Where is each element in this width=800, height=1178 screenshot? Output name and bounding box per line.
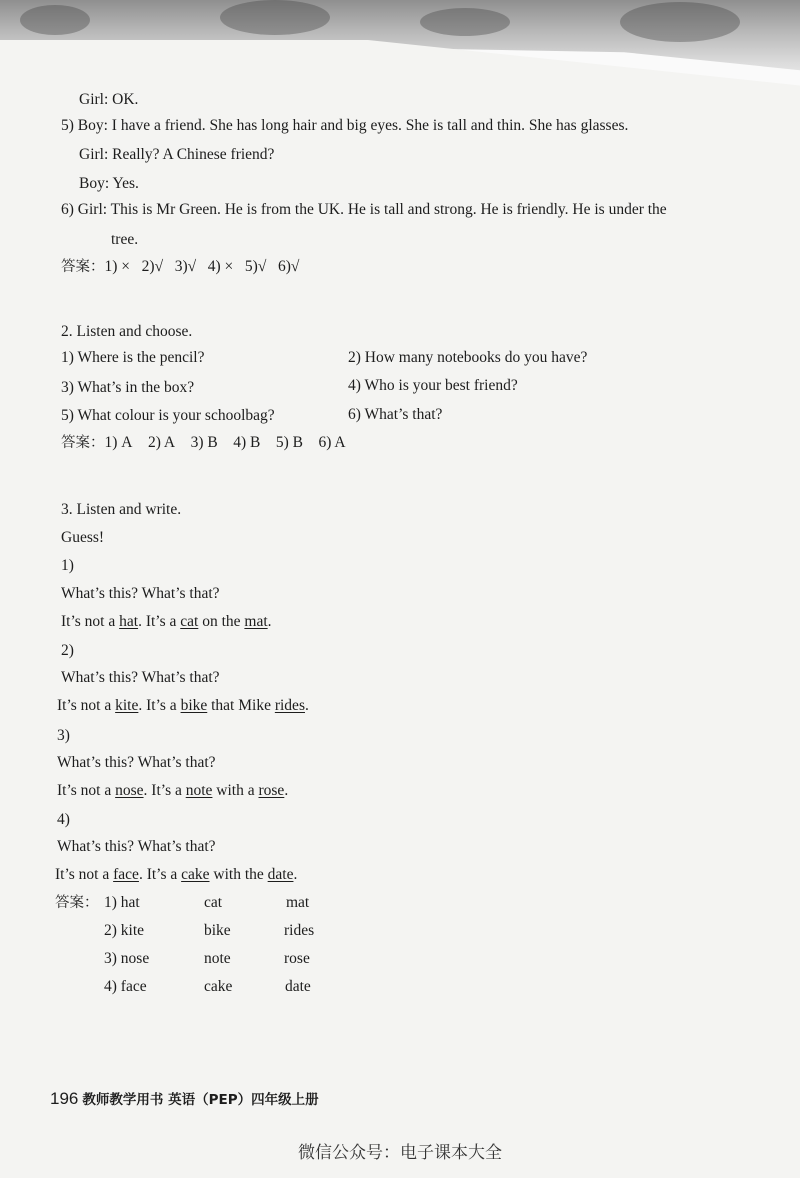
answer-label: 答案：	[61, 259, 105, 275]
riddle-question: What’s this? What’s that?	[61, 585, 220, 602]
item-number: 3)	[57, 727, 70, 744]
header-shadow	[220, 0, 330, 35]
answer-word: 3) nose	[104, 950, 150, 967]
text: with a	[212, 782, 259, 799]
item-number: 1)	[61, 557, 74, 574]
filled-blank: nose	[115, 782, 144, 799]
item-number: 2)	[61, 642, 74, 659]
filled-blank: note	[185, 782, 213, 799]
riddle-question: What’s this? What’s that?	[57, 838, 216, 855]
text: It’s not a	[57, 697, 116, 714]
filled-blank: cat	[180, 613, 199, 630]
answer-word: rose	[284, 950, 310, 967]
filled-blank: face	[113, 866, 139, 883]
question: 3) What’s in the box?	[61, 379, 195, 396]
filled-blank: date	[267, 866, 294, 883]
text: .	[267, 613, 272, 630]
text: It’s not a	[57, 782, 116, 799]
riddle-sentence	[61, 612, 272, 632]
answer-item: 2) A	[147, 434, 176, 451]
filled-blank: cake	[181, 866, 210, 883]
text: with the	[209, 866, 268, 883]
riddle-question: What’s this? What’s that?	[61, 669, 220, 686]
page-footer	[50, 1088, 319, 1109]
item-number: 4)	[57, 811, 70, 828]
dialogue-line: Girl: OK.	[79, 91, 139, 108]
dialogue-line: 5) Boy: I have a friend. She has long hair and big eyes. She is tall and thin. She has glasses.	[61, 117, 629, 134]
text: . It’s a	[138, 613, 181, 630]
guess-heading: Guess!	[61, 529, 105, 546]
section-title: 3. Listen and write.	[61, 501, 182, 518]
text: . It’s a	[138, 866, 182, 883]
text: on the	[198, 613, 245, 630]
question: 4) Who is your best friend?	[348, 377, 518, 394]
answer-word: 4) face	[104, 978, 147, 995]
answer-word: cat	[204, 894, 223, 911]
header-shadow	[420, 8, 510, 36]
text: .	[304, 697, 309, 714]
filled-blank: rose	[258, 782, 285, 799]
filled-blank: mat	[244, 613, 268, 630]
text: that Mike	[207, 697, 275, 714]
header-shadow	[20, 5, 90, 35]
answer-label: 答案：	[55, 895, 99, 911]
question: 5) What colour is your schoolbag?	[61, 407, 275, 424]
filled-blank: hat	[119, 613, 139, 630]
text: It’s not a	[61, 613, 120, 630]
riddle-sentence	[57, 696, 309, 716]
dialogue-line: Boy: Yes.	[79, 175, 139, 192]
answer-word: bike	[204, 922, 231, 939]
watermark: 微信公众号：电子课本大全	[298, 1143, 502, 1163]
answer-row	[61, 433, 346, 453]
answer-item: 6) A	[318, 434, 346, 451]
question: 2) How many notebooks do you have?	[348, 349, 588, 366]
section-title: 2. Listen and choose.	[61, 323, 193, 340]
answer-item: 3)√	[174, 258, 197, 275]
question: 6) What’s that?	[348, 406, 443, 423]
text: .	[284, 782, 289, 799]
riddle-question: What’s this? What’s that?	[57, 754, 216, 771]
answer-word: 1) hat	[104, 894, 140, 911]
answer-item: 4) B	[233, 434, 261, 451]
answer-word: mat	[286, 894, 310, 911]
filled-blank: kite	[115, 697, 139, 714]
page-number: 196	[50, 1089, 79, 1108]
filled-blank: rides	[274, 697, 305, 714]
riddle-sentence	[57, 781, 288, 801]
answer-item: 2)√	[141, 258, 164, 275]
dialogue-line: tree.	[111, 231, 139, 248]
answer-row	[61, 257, 299, 277]
answer-item: 6)√	[277, 258, 300, 275]
dialogue-line: Girl: Really? A Chinese friend?	[79, 146, 275, 163]
answer-word: cake	[204, 978, 233, 995]
answer-item: 5) B	[275, 434, 303, 451]
answer-item: 4) ×	[207, 258, 234, 275]
answer-word: rides	[284, 922, 315, 939]
question: 1) Where is the pencil?	[61, 349, 205, 366]
dialogue-line: 6) Girl: This is Mr Green. He is from the UK. He is tall and strong. He is friendly. He is under the	[61, 201, 667, 218]
answer-word: note	[204, 950, 231, 967]
text: . It’s a	[138, 697, 181, 714]
book-title: 教师教学用书 英语（PEP）四年级上册	[82, 1092, 319, 1108]
answer-item: 3) B	[190, 434, 218, 451]
answer-label: 答案：	[61, 435, 105, 451]
answer-item: 1) ×	[104, 258, 131, 275]
header-shadow	[620, 2, 740, 42]
answer-item: 5)√	[244, 258, 267, 275]
riddle-sentence	[55, 865, 297, 885]
text: . It’s a	[143, 782, 186, 799]
text: .	[293, 866, 298, 883]
text: It’s not a	[55, 866, 114, 883]
answer-item: 1) A	[104, 434, 133, 451]
answer-word: 2) kite	[104, 922, 145, 939]
filled-blank: bike	[180, 697, 208, 714]
answer-word: date	[285, 978, 311, 995]
